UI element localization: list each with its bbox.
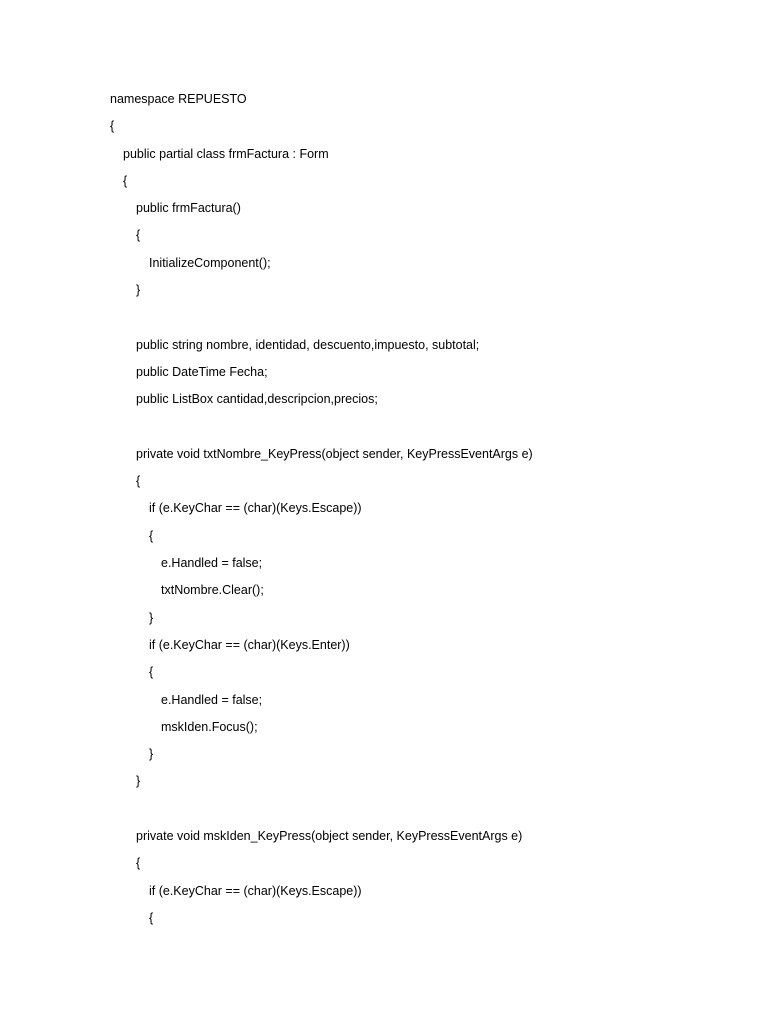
code-line: mskIden.Focus(); — [161, 719, 258, 734]
code-line: { — [136, 474, 141, 489]
code-line: public frmFactura() — [136, 201, 241, 216]
code-line: e.Handled = false; — [161, 692, 263, 707]
code-line: namespace REPUESTO — [110, 92, 247, 106]
code-line: } — [136, 774, 141, 789]
code-line: { — [149, 665, 154, 680]
code-line: public DateTime Fecha; — [136, 364, 268, 379]
code-line: } — [149, 610, 154, 625]
code-line: { — [149, 910, 154, 925]
code-line: if (e.KeyChar == (char)(Keys.Enter)) — [149, 637, 350, 652]
code-line: public partial class frmFactura : Form — [123, 146, 329, 161]
blank-line — [110, 796, 750, 823]
code-line: txtNombre.Clear(); — [161, 583, 264, 598]
code-line: InitializeComponent(); — [149, 255, 271, 270]
code-line: private void mskIden_KeyPress(object sender, KeyPressEventArgs e) — [136, 829, 523, 844]
code-line: if (e.KeyChar == (char)(Keys.Escape)) — [149, 883, 362, 898]
code-listing — [110, 86, 750, 932]
code-line: public ListBox cantidad,descripcion,precios; — [136, 392, 378, 407]
code-line: { — [110, 119, 115, 134]
code-line: public string nombre, identidad, descuento,impuesto, subtotal; — [136, 337, 480, 352]
blank-line — [110, 304, 750, 331]
code-line: e.Handled = false; — [161, 556, 263, 571]
code-line: { — [136, 228, 141, 243]
code-line: private void txtNombre_KeyPress(object sender, KeyPressEventArgs e) — [136, 446, 533, 461]
code-line: } — [136, 283, 141, 298]
code-line: { — [123, 173, 128, 188]
code-line: { — [149, 528, 154, 543]
blank-line — [110, 414, 750, 441]
code-line: { — [136, 856, 141, 871]
code-line: if (e.KeyChar == (char)(Keys.Escape)) — [149, 501, 362, 516]
code-line: } — [149, 747, 154, 762]
